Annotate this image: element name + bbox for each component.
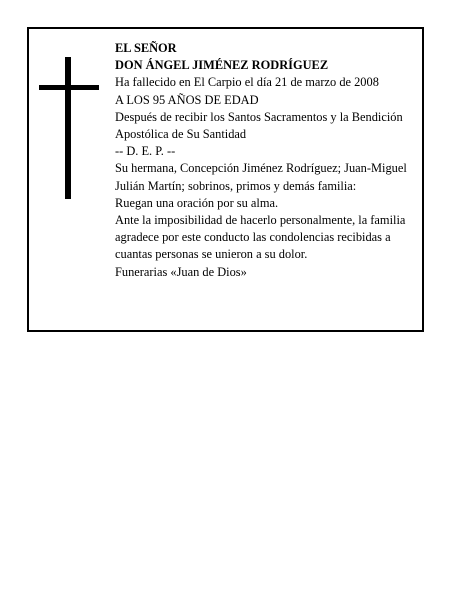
age-line: A LOS 95 AÑOS DE EDAD <box>115 92 259 107</box>
sacraments-text: Después de recibir los Santos Sacramentos y la Bendición Apostólica de Su Santidad <box>115 109 403 142</box>
title-line-1: EL SEÑOR <box>115 41 177 55</box>
rip-line: -- D. E. P. -- <box>115 144 176 159</box>
funeral-home: Funerarias «Juan de Dios» <box>115 264 247 279</box>
death-line: Ha fallecido en El Carpio el día 21 de marzo de 2008 <box>115 75 379 90</box>
family-text: Su hermana, Concepción Jiménez Rodríguez; Juan-Miguel Julián Martín; sobrinos, primos y demás familia: <box>115 161 407 193</box>
deceased-name: DON ÁNGEL JIMÉNEZ RODRÍGUEZ <box>115 58 329 73</box>
prayer-text: Ruegan una oración por su alma. <box>115 195 279 210</box>
cross-horizontal-bar <box>39 85 99 90</box>
cross-icon <box>39 57 99 199</box>
thanks-text: Ante la imposibilidad de hacerlo personalmente, la familia agradece por este conducto las condolencias recibidas a cuantas personas se unieron a su dolor. <box>115 213 406 262</box>
obituary-notice <box>27 27 424 332</box>
notice-text <box>115 40 420 281</box>
cross-vertical-bar <box>65 57 71 199</box>
